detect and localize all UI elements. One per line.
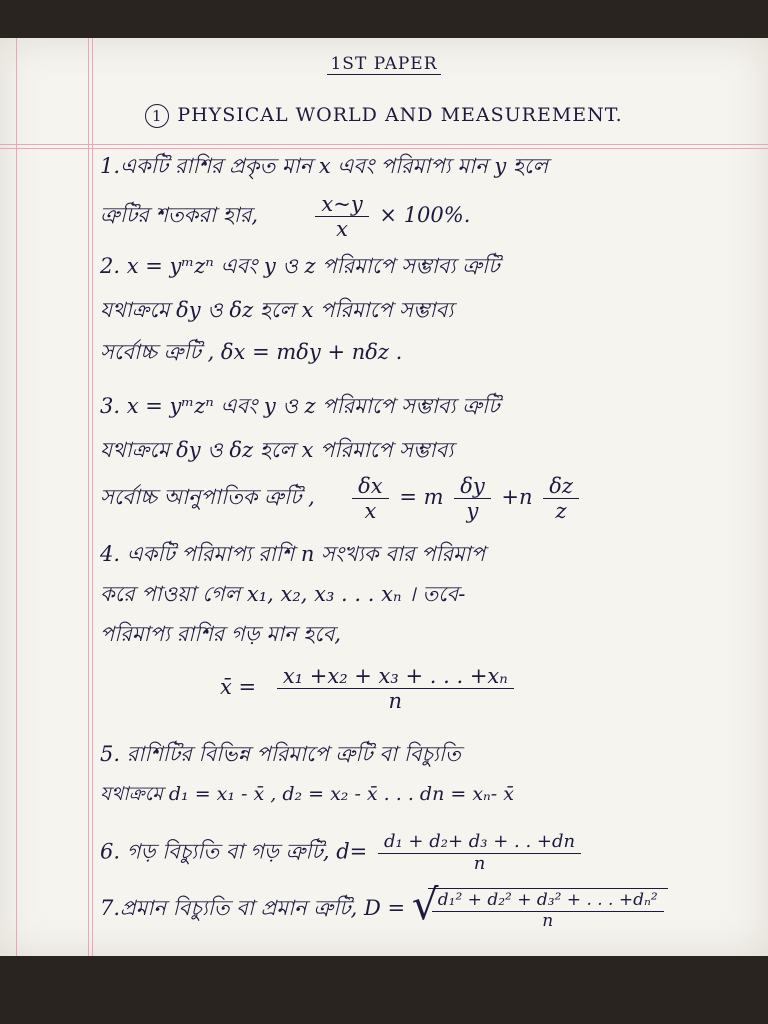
item-3-frac-r1-den: y xyxy=(466,499,479,524)
item-3-line-3 xyxy=(100,474,748,523)
item-4-line-3: পরিমাপ্য রাশির গড় মান হবে, xyxy=(100,622,342,646)
item-3-mid: = m xyxy=(399,485,444,510)
item-1-fraction xyxy=(315,192,368,241)
item-3-frac-lhs-den: x xyxy=(364,499,377,524)
item-4-numerator: x₁ +x₂ + x₃ + . . . +xₙ xyxy=(277,664,514,689)
item-1-line-2-text: ত্রুটির শতকরা হার, xyxy=(100,203,259,228)
item-4-line-2: করে পাওয়া গেল x₁, x₂, x₃ . . . xₙ । তবে- xyxy=(100,582,466,606)
item-4-line-1: 4. একটি পরিমাপ্য রাশি n সংখ্যক বার পরিমাপ xyxy=(100,542,486,566)
item-6-fraction xyxy=(378,832,581,874)
item-3-plus: +n xyxy=(501,485,533,510)
item-1-line-2 xyxy=(100,192,748,241)
item-4-lhs: x̄ = xyxy=(220,675,257,700)
header-rule-2 xyxy=(0,148,768,149)
item-5-line-1: 5. রাশিটির বিভিন্ন পরিমাপে ত্রুটি বা বিচ্যুতি xyxy=(100,742,461,766)
edge-line xyxy=(16,38,17,956)
sqrt-symbol: √ xyxy=(411,880,439,929)
item-7-sqrt xyxy=(411,880,668,931)
item-1-line-1: 1.একটি রাশির প্রকৃত মান x এবং পরিমাপ্য মান y হলে xyxy=(100,154,548,178)
item-3-frac-r1 xyxy=(454,474,491,523)
item-3-frac-r2 xyxy=(543,474,579,523)
item-3-line-2: যথাক্রমে δy ও δz হলে x পরিমাপে সম্ভাব্য xyxy=(100,438,454,462)
item-7-numerator: d₁² + d₂² + d₃² + . . . +dₙ² xyxy=(432,891,664,912)
item-1-suffix: × 100%. xyxy=(379,203,471,228)
item-5-line-2: যথাক্রমে d₁ = x₁ - x̄ , d₂ = x₂ - x̄ . . . dn = xₙ- x̄ xyxy=(100,783,514,805)
item-3-frac-r2-num: δz xyxy=(543,474,579,499)
paper-title: 1ST PAPER xyxy=(0,54,768,74)
header-rule-1 xyxy=(0,144,768,145)
item-7-text: 7.প্রমান বিচ্যুতি বা প্রমান ত্রুটি, D = xyxy=(100,896,406,921)
item-4-fraction xyxy=(277,664,514,713)
item-2-line-3: সর্বোচ্চ ত্রুটি , δx = mδy + nδz . xyxy=(100,340,403,364)
item-6-text: 6. গড় বিচ্যুতি বা গড় ত্রুটি, d= xyxy=(100,839,368,864)
notebook-page xyxy=(0,38,768,956)
item-3-line-1: 3. x = yᵐzⁿ এবং y ও z পরিমাপে সম্ভাব্য ত্রুটি xyxy=(100,394,500,418)
item-3-line-3-text: সর্বোচ্চ আনুপাতিক ত্রুটি , xyxy=(100,485,315,510)
margin-line-left-1 xyxy=(88,38,89,956)
item-3-frac-lhs-num: δx xyxy=(352,474,389,499)
item-6-numerator: d₁ + d₂+ d₃ + . . +dn xyxy=(378,832,581,854)
item-4-formula xyxy=(220,664,518,713)
item-6-denominator: n xyxy=(473,852,486,874)
item-7-fraction xyxy=(432,891,664,931)
chapter-title: PHYSICAL WORLD AND MEASUREMENT. xyxy=(177,104,623,126)
item-2-line-1: 2. x = yᵐzⁿ এবং y ও z পরিমাপে সম্ভাব্য ত্রুটি xyxy=(100,254,500,278)
item-7-line xyxy=(100,880,748,931)
item-7-denominator: n xyxy=(542,910,554,931)
item-6-line xyxy=(100,832,748,874)
chapter-number: 1 xyxy=(145,104,169,128)
item-4-denominator: n xyxy=(388,689,403,714)
item-3-frac-lhs xyxy=(352,474,389,523)
item-3-frac-r2-den: z xyxy=(555,499,567,524)
item-2-line-2: যথাক্রমে δy ও δz হলে x পরিমাপে সম্ভাব্য xyxy=(100,298,454,322)
item-1-numerator: x~y xyxy=(315,192,368,217)
item-3-frac-r1-num: δy xyxy=(454,474,491,499)
margin-line-left-2 xyxy=(92,38,93,956)
chapter-heading xyxy=(0,104,768,128)
item-1-denominator: x xyxy=(336,217,348,242)
